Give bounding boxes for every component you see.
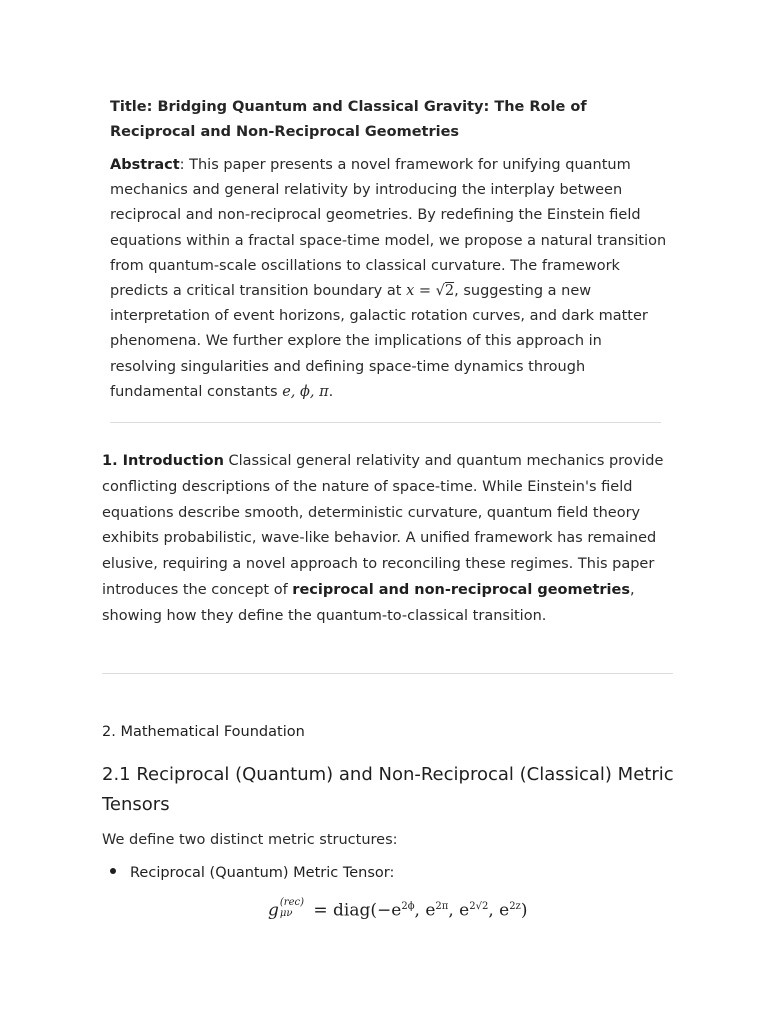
equation-indices	[280, 897, 304, 919]
abstract-text-2: , suggesting a new interpretation of event horizons, galactic rotation curves, and dark matter phenomena. We further explore the implications of this approach in resolving singularities and defining space-time dynamics through fundamental constants	[110, 283, 648, 400]
subsection-heading: 2.1 Reciprocal (Quantum) and Non-Reciprocal (Classical) Metric Tensors	[102, 764, 674, 815]
equation-superscript: (rec)	[279, 897, 304, 908]
equation-separator: , e	[414, 900, 436, 921]
introduction-text-1: Classical general relativity and quantum mechanics provide conflicting descriptions of the nature of space-time. While Einstein's field equations describe smooth, deterministic curvature, quantum field theory exhibits probabilistic, wave-like behavior. A unified framework has remained elusive, requiring a novel approach to reconciling these regimes. This paper introduces the concept of	[102, 453, 664, 598]
sqrt-value: 2	[444, 283, 455, 300]
math-variable-x: x	[406, 283, 415, 300]
abstract-paragraph	[110, 153, 670, 405]
fundamental-constants: e, ϕ, π	[282, 383, 329, 400]
list-item	[110, 861, 394, 885]
introduction-text-2: , showing how they define the quantum-to-classical transition.	[102, 581, 635, 624]
bullet-icon	[110, 868, 116, 874]
equation-rhs-start: = diag(−e	[308, 900, 402, 921]
equation-exponent: 2π	[435, 900, 449, 912]
section-heading: 2. Mathematical Foundation	[102, 724, 305, 740]
abstract-text-1: : This paper presents a novel framework for unifying quantum mechanics and general relativity by introducing the interplay between reciprocal and non-reciprocal geometries. By redefining the Einstein field equations within a fractal space-time model, we propose a natural transition from quantum-scale oscillations to classical curvature. The framework predicts a critical transition boundary at	[110, 157, 667, 300]
introduction-paragraph	[102, 449, 677, 630]
sqrt-symbol: √	[435, 283, 445, 300]
equation-separator: , e	[488, 900, 510, 921]
section-divider	[102, 673, 673, 674]
equation-exponent: 2z	[509, 900, 521, 912]
equation-subscript: μν	[279, 908, 293, 919]
sqrt-expression	[436, 283, 454, 299]
introduction-bold-term: reciprocal and non-reciprocal geometries	[292, 581, 630, 598]
paper-title: Title: Bridging Quantum and Classical Gravity: The Role of Reciprocal and Non-Reciprocal Geometries	[110, 99, 587, 140]
equation-exponent: 2√2	[469, 900, 489, 912]
equation-exponent: 2ϕ	[401, 900, 415, 912]
metric-tensor-equation	[268, 897, 528, 922]
abstract-end: .	[328, 383, 334, 400]
abstract-label: Abstract	[110, 157, 180, 173]
list-item-label: Reciprocal (Quantum) Metric Tensor:	[130, 865, 395, 881]
section-divider	[110, 422, 661, 423]
math-equals: =	[414, 283, 436, 300]
section-intro-text: We define two distinct metric structures:	[102, 832, 398, 848]
equation-symbol-g: g	[268, 900, 279, 921]
equation-close: )	[520, 900, 528, 921]
introduction-heading: 1. Introduction	[102, 453, 224, 469]
equation-separator: , e	[448, 900, 470, 921]
